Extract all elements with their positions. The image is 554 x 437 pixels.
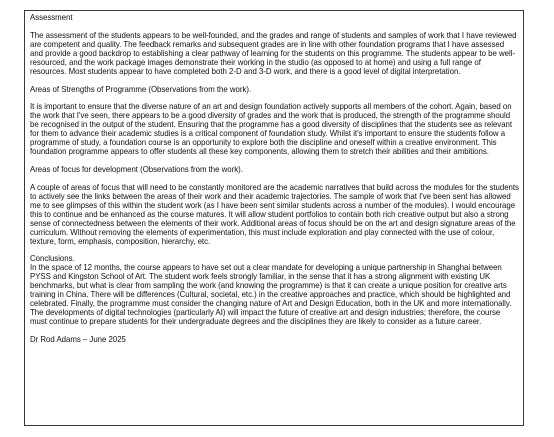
conclusions-paragraph: In the space of 12 months, the course appears to have set out a clear mandate for developing a unique partnership in Shanghai between PYSS and Kingston School of Art. The student work feels strongly familiar, in the sense that it has a strong alignment with existing UK benchmarks, but what is clear from sampling the work (and knowing the programme) is that it can create a unique position for creative arts training in China. There will be differences (Cultural, societal, etc.) in the creative approaches and practice, which should be highlighted and celebrated. Finally, the programme must consider the changing nature of Art and Design Education, both in the UK and more internationally. The developments of digital technologies (particularly AI) will impact the future of creative art and design industries; therefore, the course must continue to prepare students for their undergraduate degrees and the disciplines they are likely to consider as a future career.	[30, 263, 512, 327]
conclusions-heading: Conclusions.	[30, 254, 75, 264]
document-body	[30, 14, 519, 345]
strengths-paragraph: It is important to ensure that the diverse nature of an art and design foundation actively supports all members of the cohort. Again, based on the work that I've seen, there appears to be a good diversity of grades and the work that is produced, the strength of the programme should be recognised in the output of the student. Ensuring that the programme has a good diversity of disciplines that the students see as relevant for them to advance their academic studies is a critical component of foundation study. Whilst it's important to ensure the students follow a programme of study, a foundation course is an opportunity to explore both the discipline and oneself within a creative environment. This foundation programme appears to offer students all these key components, allowing them to stretch their abilities and their ambitions.	[30, 102, 513, 157]
development-paragraph: A couple of areas of focus that will need to be constantly monitored are the academic narratives that build across the modules for the students to actively see the links between the areas of their work and their academic trajectories. The sample of work that I've been sent has allowed me to see glimpses of this within the student work (as I have been sent similar students across a number of the modules). I would encourage this to continue and be enhanced as the course matures. It will allow student portfolios to contain both rich creative output but also a strong sense of connectedness between the elements of their work. Additional areas of focus should be on the art and design signature areas of the curriculum. Without removing the elements of experimentation, this must include exploration and play connected with the use of colour, texture, form, emphasis, composition, hierarchy, etc.	[30, 182, 519, 246]
assessment-paragraph: The assessment of the students appears to be well-founded, and the grades and range of students and samples of work that I have reviewed are competent and quality. The feedback remarks and subsequent grades are in line with other foundation programs that I have assessed and provide a good backdrop to establishing a clear pathway of learning for the students on this programme. The students appear to be well-resourced, and the work package images demonstrate their working in the studio (as opposed to at home) and using a full range of resources. Most students appear to have completed both 2-D and 3-D work, and there is a good level of digital interpretation.	[30, 30, 517, 76]
development-heading: Areas of focus for development (Observations from the work).	[30, 164, 243, 174]
document-page	[24, 10, 524, 426]
assessment-heading: Assessment	[30, 13, 73, 22]
signature-line: Dr Rod Adams – June 2025	[30, 334, 126, 344]
strengths-heading: Areas of Strengths of Programme (Observations from the work).	[30, 84, 252, 94]
